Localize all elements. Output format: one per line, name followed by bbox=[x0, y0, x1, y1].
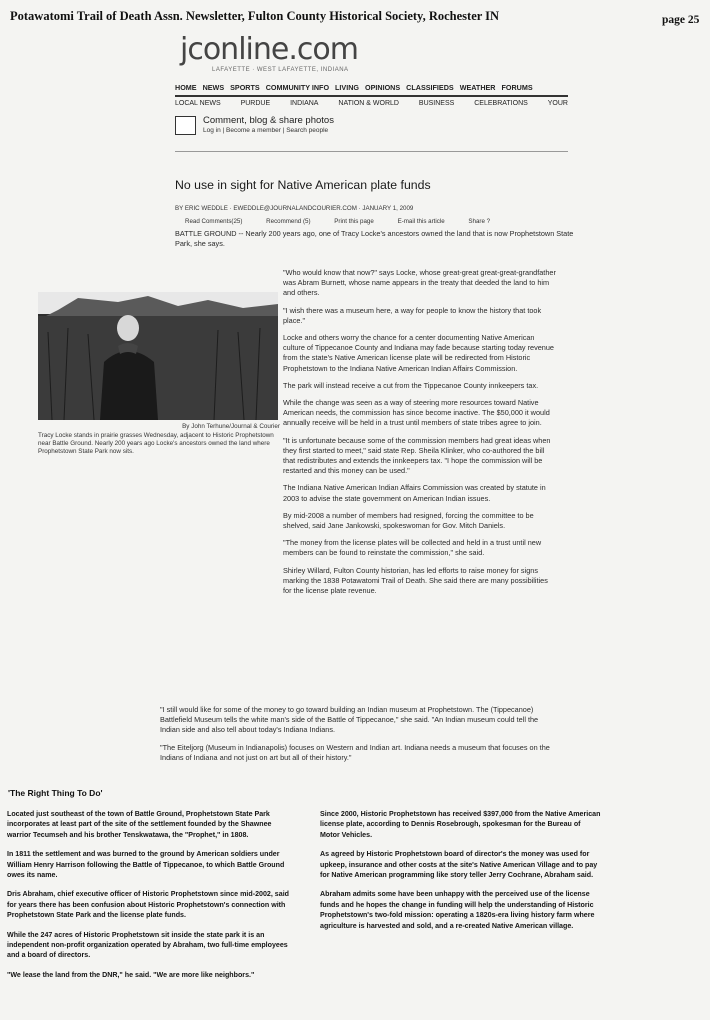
page-number: page 25 bbox=[662, 14, 700, 26]
comment-links[interactable]: Log in | Become a member | Search people bbox=[203, 127, 329, 134]
nav-forums[interactable]: FORUMS bbox=[501, 83, 533, 92]
bottom-left-column bbox=[7, 809, 297, 980]
share-link[interactable]: Share ? bbox=[468, 218, 491, 225]
paragraph: "The Eiteljorg (Museum in Indianapolis) focuses on Western and Indian art. Indiana needs a museum that focuses on the Indians of Indiana and not just on art but all of their history." bbox=[160, 742, 550, 762]
photo-image bbox=[38, 292, 278, 420]
print-link[interactable]: Print this page bbox=[334, 218, 374, 225]
paragraph: Locke and others worry the chance for a center documenting Native American culture of Tippecanoe County and Indiana may fade because starting today revenue from the state's Native American license plate will be redirected from Historic Prophetstown to the Indiana Native American Indian Affairs Commission. bbox=[283, 333, 554, 373]
recommend-link[interactable]: Recommend (5) bbox=[266, 218, 311, 225]
photo-caption: Tracy Locke stands in prairie grasses Wednesday, adjacent to Historic Prophetstown near Battle Ground. Nearly 200 years ago Locke's ancestors owned the land where Prophetstown State Park now sits. bbox=[38, 432, 274, 455]
comment-icon[interactable] bbox=[175, 116, 196, 135]
comment-heading[interactable]: Comment, blog & share photos bbox=[203, 115, 334, 126]
subnav-purdue[interactable]: PURDUE bbox=[240, 100, 271, 107]
paragraph: Abraham admits some have been unhappy with the perceived use of the license funds and he hopes the change in funding will help the understanding of Historic Prophetstown's two-fold mission: operating a 1820s-era living history farm where agriculture is harvested and sold, and a re-created Native American village. bbox=[320, 890, 595, 930]
nav-community-info[interactable]: COMMUNITY INFO bbox=[265, 83, 330, 92]
subnav-celebrations[interactable]: CELEBRATIONS bbox=[474, 100, 528, 107]
wide-quotes bbox=[160, 705, 558, 763]
nav-weather[interactable]: WEATHER bbox=[459, 83, 496, 92]
paragraph: The Indiana Native American Indian Affairs Commission was created by statute in 2003 to advise the state government on American Indian issues. bbox=[283, 483, 546, 503]
nav-opinions[interactable]: OPINIONS bbox=[365, 83, 401, 92]
site-logo[interactable]: jconline.com bbox=[180, 32, 358, 67]
bottom-right-column bbox=[320, 809, 602, 931]
nav-news[interactable]: NEWS bbox=[202, 83, 225, 92]
main-nav bbox=[175, 83, 533, 92]
paragraph: "Who would know that now?" says Locke, whose great-great great-great-grandfather was Abram Burnett, whose name appears in the treaty that deeded the land to him and others. bbox=[283, 268, 556, 298]
paragraph: Shirley Willard, Fulton County historian, has led efforts to raise money for signs marking the 1838 Potawatomi Trail of Death. She said there are many possibilities for the license plate revenue. bbox=[283, 565, 548, 596]
paragraph: "I still would like for some of the money to go toward building an Indian museum at Prophetstown. The (Tippecanoe) Battlefield Museum tells the white man's side of the Battle of Tippecanoe," she said. "An Indian museum could tell the Indian side and also tell about today's Indiana Indians. bbox=[160, 705, 539, 735]
article-body-column bbox=[283, 268, 556, 596]
paragraph: In 1811 the settlement and was burned to the ground by American soldiers under William Henry Harrison following the Battle of Tippecanoe, to which Battle Ground owes its name. bbox=[7, 850, 285, 880]
nav-sports[interactable]: SPORTS bbox=[230, 83, 260, 92]
nav-living[interactable]: LIVING bbox=[335, 83, 360, 92]
paragraph: As agreed by Historic Prophetstown board of director's the money was used for upkeep, insurance and other costs at the site's Native American Village and to pay for Native American programming like story teller Jerry Cochrane, Abraham said. bbox=[320, 850, 598, 880]
read-comments-link[interactable]: Read Comments(25) bbox=[185, 218, 243, 225]
paragraph: By mid-2008 a number of members had resigned, forcing the committee to be shelved, said Jane Jankowski, spokeswoman for Gov. Mitch Daniels. bbox=[283, 510, 534, 531]
subnav-your[interactable]: YOUR bbox=[547, 100, 568, 107]
paragraph: The park will instead receive a cut from the Tippecanoe County innkeepers tax. bbox=[283, 380, 539, 390]
article-photo bbox=[38, 292, 278, 420]
nav-divider bbox=[175, 95, 568, 97]
paragraph: While the 247 acres of Historic Prophetstown sit inside the state park it is an independent non-profit organization operated by Abraham, two full-time employees and a board of directors. bbox=[7, 930, 288, 960]
paragraph: Located just southeast of the town of Battle Ground, Prophetstown State Park incorporates at least part of the site of the settlement founded by the Shawnee warrior Tecumseh and his brother Tenskwatawa, the "Prophet," in 1808. bbox=[7, 810, 272, 839]
article-title: No use in sight for Native American plate funds bbox=[175, 178, 431, 192]
article-lede: BATTLE GROUND -- Nearly 200 years ago, one of Tracy Locke's ancestors owned the land that is now Prophetstown State Park, she says. bbox=[175, 229, 574, 249]
paragraph: While the change was seen as a way of steering more resources toward Native American needs, the commission has since become inactive. The $50,000 it would annually receive will be held in a trust until members of state tribes agree to join. bbox=[283, 398, 550, 428]
nav-home[interactable]: HOME bbox=[175, 83, 197, 92]
section-divider bbox=[175, 151, 568, 152]
subnav-nation-world[interactable]: NATION & WORLD bbox=[338, 100, 399, 107]
subnav-indiana[interactable]: INDIANA bbox=[290, 100, 319, 107]
email-link[interactable]: E-mail this article bbox=[397, 218, 445, 225]
paragraph: "The money from the license plates will be collected and held in a trust until new members can be found to reinstate the commission," she said. bbox=[283, 538, 542, 558]
paragraph: "I wish there was a museum here, a way for people to know the history that took place." bbox=[283, 305, 542, 325]
photo-credit: By John Terhune/Journal & Courier bbox=[182, 423, 280, 430]
article-byline: BY ERIC WEDDLE · EWEDDLE@JOURNALANDCOURIER.COM · JANUARY 1, 2009 bbox=[175, 205, 414, 212]
paragraph: "It is unfortunate because some of the commission members had great ideas when they first started to meet," said state Rep. Sheila Klinker, who co-authored the bill that redistributes and extends the innkeepers tax. "I hope the commission will be restarted and this money can be used." bbox=[283, 435, 551, 476]
section-heading: 'The Right Thing To Do' bbox=[8, 788, 103, 798]
nav-classifieds[interactable]: CLASSIFIEDS bbox=[406, 83, 454, 92]
paragraph: Dris Abraham, chief executive officer of Historic Prophetstown since mid-2002, said for years there has been confusion about Historic Prophetstown's connection with Prophetstown State Park and the license plate funds. bbox=[7, 890, 289, 920]
sub-nav bbox=[175, 100, 568, 107]
paragraph: "We lease the land from the DNR," he said. "We are more like neighbors." bbox=[7, 970, 255, 979]
site-tagline: LAFAYETTE · WEST LAFAYETTE, INDIANA bbox=[212, 67, 349, 73]
article-tools bbox=[185, 218, 512, 225]
paragraph: Since 2000, Historic Prophetstown has received $397,000 from the Native American license plate, according to Dennis Rosebrough, spokesman for the Bureau of Motor Vehicles. bbox=[320, 810, 601, 839]
subnav-local-news[interactable]: LOCAL NEWS bbox=[175, 100, 221, 107]
subnav-business[interactable]: BUSINESS bbox=[418, 100, 455, 107]
newsletter-title: Potawatomi Trail of Death Assn. Newsletter, Fulton County Historical Society, Rochester IN bbox=[10, 9, 500, 23]
